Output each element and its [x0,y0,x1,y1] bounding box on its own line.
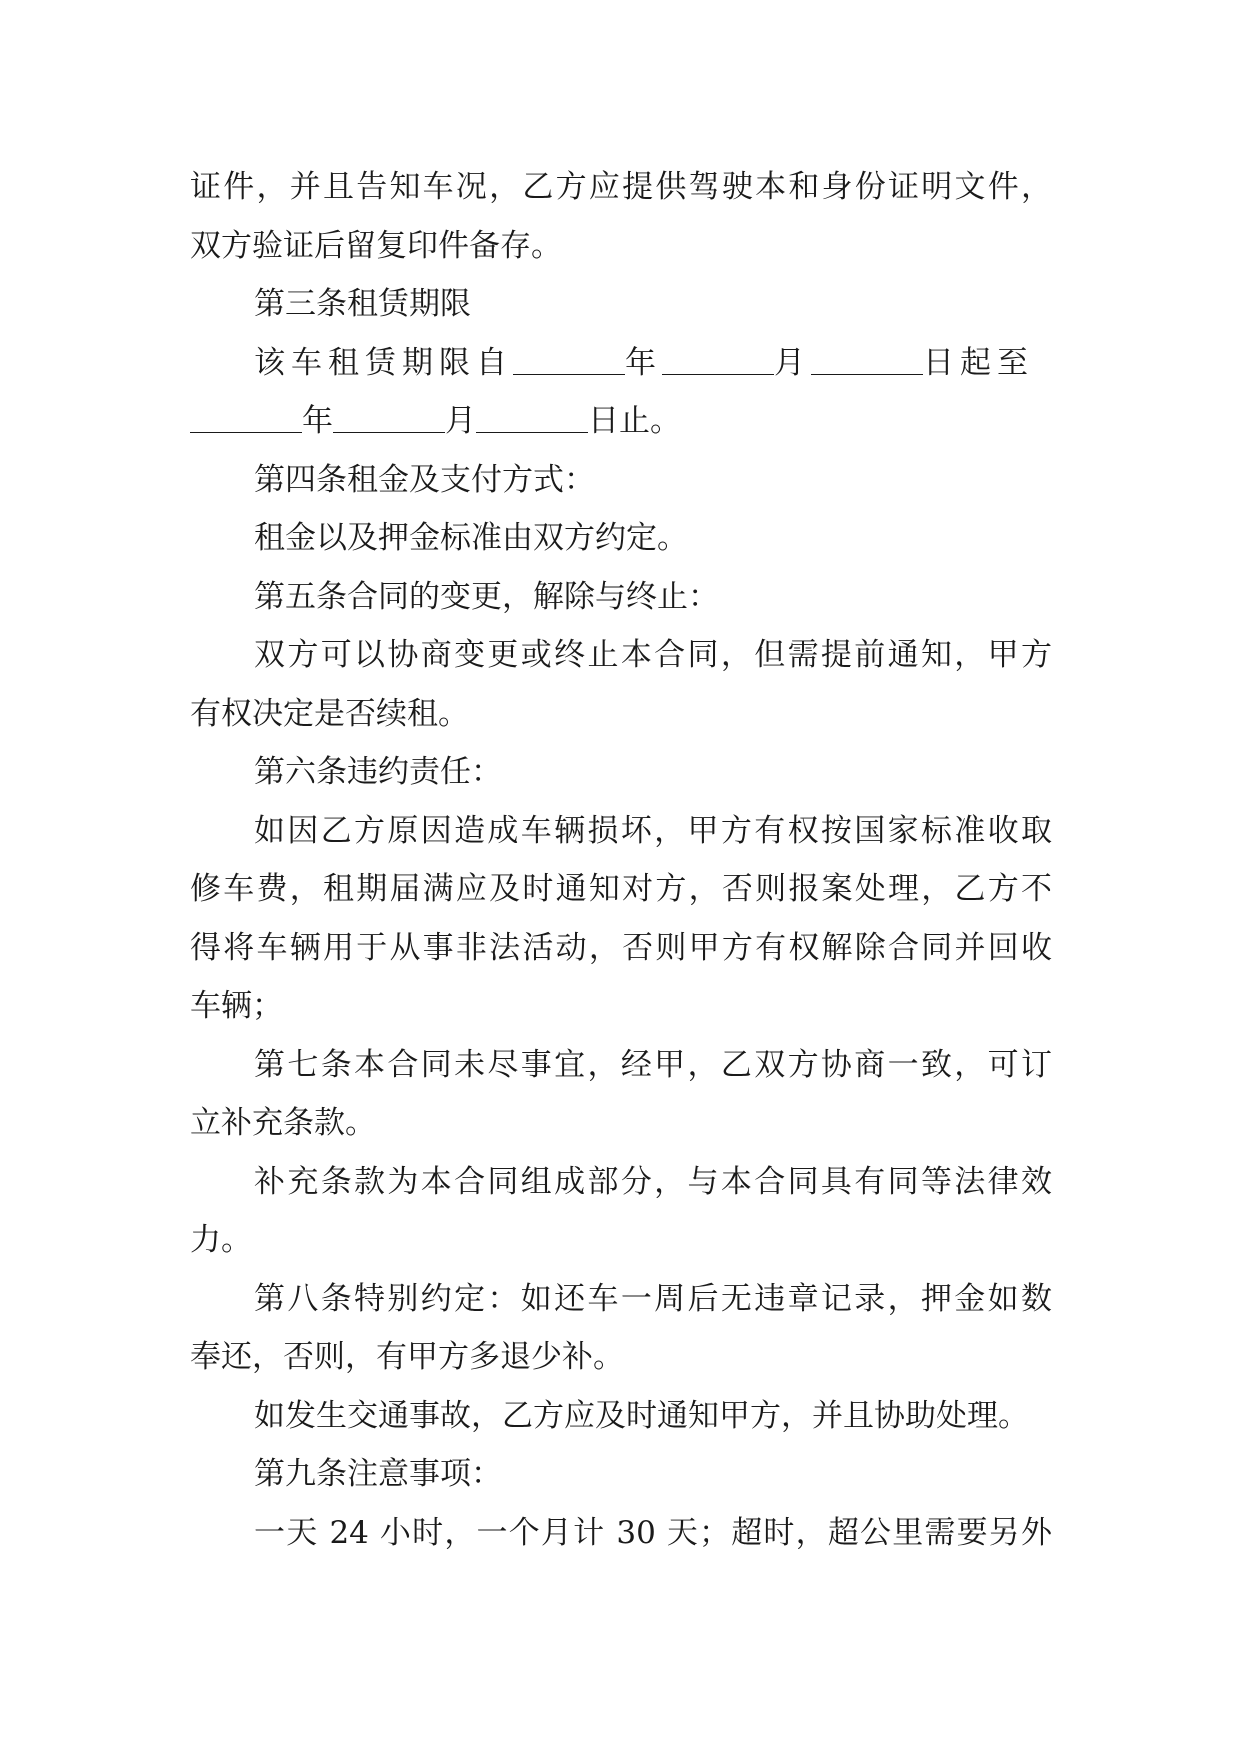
text-line: 得将车辆用于从事非法活动，否则甲方有权解除合同并回收 [190,929,1052,966]
blank-field [513,344,625,375]
blank-field [476,402,588,433]
text-line: 力。 [190,1222,252,1258]
text-line: 租金以及押金标准由双方约定。 [254,520,688,556]
section-heading: 第九条注意事项： [254,1456,502,1492]
text-line: 有权决定是否续租。 [190,695,469,732]
blank-field [662,344,774,375]
text-fragment: 月 [445,403,476,439]
lease-term-line [190,392,1052,451]
blank-field [333,402,445,433]
text-line: 补充条款为本合同组成部分，与本合同具有同等法律效 [254,1163,1052,1200]
text-line: 第七条本合同未尽事宜，经甲，乙双方协商一致，可订 [254,1046,1052,1083]
text-line: 奉还，否则，有甲方多退少补。 [190,1339,624,1375]
text-line: 双方可以协商变更或终止本合同，但需提前通知，甲方 [254,637,1052,673]
section-heading: 第五条合同的变更，解除与终止： [254,578,719,615]
text-fragment: 年 [302,403,333,439]
section-heading: 第六条违约责任： [254,754,502,790]
text-line: 修车费，租期届满应及时通知对方，否则报案处理，乙方不 [190,871,1052,907]
text-line: 证件，并且告知车况，乙方应提供驾驶本和身份证明文件， [190,169,1052,205]
text-line: 车辆； [190,988,283,1024]
text-fragment: 日止。 [588,403,681,439]
text-line: 一天 24 小时，一个月计 30 天；超时，超公里需要另外 [254,1514,1052,1551]
lease-term-line [190,334,1052,393]
text-line: 如因乙方原因造成车辆损坏，甲方有权按国家标准收取 [254,812,1052,849]
text-line: 如发生交通事故，乙方应及时通知甲方，并且协助处理。 [254,1397,1029,1434]
blank-field [811,344,923,375]
section-heading: 第三条租赁期限 [254,286,471,322]
text-line: 双方验证后留复印件备存。 [190,227,562,264]
section-heading: 第四条租金及支付方式： [254,461,595,498]
text-line: 第八条特别约定：如还车一周后无违章记录，押金如数 [254,1280,1052,1317]
text-fragment: 年 [625,344,662,381]
contract-page [190,158,1052,1562]
blank-field [190,402,302,433]
text-fragment: 月 [774,344,811,381]
text-fragment: 该车租赁期限自 [254,344,513,381]
text-fragment: 日起至 [923,344,1034,381]
text-line: 立补充条款。 [190,1105,376,1141]
